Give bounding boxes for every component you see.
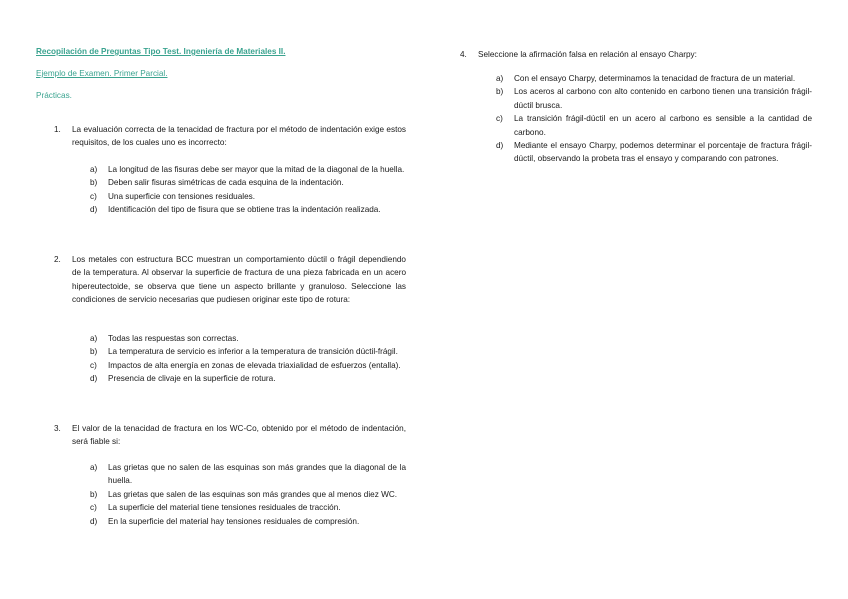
option-letter: c) — [496, 114, 503, 124]
option-letter: a) — [90, 463, 98, 472]
option-text: La transición frágil-dúctil en un acero al carbono es sensible a la cantidad de carbono. — [514, 114, 812, 137]
option-text: En la superficie del material hay tensiones residuales de compresión. — [108, 516, 360, 526]
option-text: Las grietas que no salen de las esquinas son más grandes que la diagonal de la huella. — [108, 463, 406, 486]
option-text: Las grietas que salen de las esquinas son más grandes que al menos diez WC. — [108, 489, 398, 499]
question-number: 2. — [54, 255, 61, 264]
question-number: 3. — [54, 424, 61, 433]
question-4 — [460, 48, 812, 61]
question-number: 4. — [460, 50, 467, 59]
question-2 — [54, 253, 406, 307]
question-3-options — [90, 461, 406, 528]
option-text: La superficie del material tiene tensiones residuales de tracción. — [108, 503, 341, 513]
option-text: Los aceros al carbono con alto contenido en carbono tienen una transición frágil-dúctil brusca. — [514, 87, 812, 110]
option-c — [90, 501, 406, 514]
document-title: Recopilación de Preguntas Tipo Test. Ingeniería de Materiales II. — [36, 47, 286, 56]
option-b — [90, 345, 406, 358]
option-d — [90, 372, 406, 385]
option-c — [496, 112, 812, 139]
option-text: Deben salir fisuras simétricas de cada esquina de la indentación. — [108, 178, 344, 188]
option-c — [90, 190, 406, 203]
option-a — [90, 461, 406, 488]
question-text: El valor de la tenacidad de fractura en los WC-Co, obtenido por el método de indentación, será fiable si: — [72, 424, 406, 447]
section-heading: Prácticas. — [36, 91, 72, 100]
option-text: La longitud de las fisuras debe ser mayor que la mitad de la diagonal de la huella. — [108, 165, 405, 174]
option-letter: d) — [90, 374, 98, 384]
option-a — [90, 163, 406, 176]
option-letter: d) — [90, 516, 98, 526]
option-a — [90, 332, 406, 345]
question-3 — [54, 422, 406, 449]
question-number: 1. — [54, 125, 61, 134]
option-d — [90, 515, 406, 528]
question-4-options — [496, 72, 812, 166]
option-text: Identificación del tipo de fisura que se obtiene tras la indentación realizada. — [108, 205, 381, 215]
question-text: Seleccione la afirmación falsa en relación al ensayo Charpy: — [478, 50, 697, 59]
option-d — [496, 139, 812, 166]
question-2-options — [90, 332, 406, 386]
question-1 — [54, 123, 406, 150]
option-b — [496, 85, 812, 112]
option-text: Presencia de clivaje en la superficie de rotura. — [108, 374, 276, 384]
option-b — [90, 488, 406, 501]
question-text: La evaluación correcta de la tenacidad de fractura por el método de indentación exige estos requisitos, de los cuales uno es incorrecto: — [72, 125, 406, 148]
option-text: La temperatura de servicio es inferior a la temperatura de transición dúctil-frágil. — [108, 347, 398, 357]
option-letter: a) — [90, 165, 98, 174]
option-text: Una superficie con tensiones residuales. — [108, 191, 256, 201]
option-text: Impactos de alta energía en zonas de elevada triaxialidad de esfuerzos (entalla). — [108, 360, 401, 370]
option-letter: d) — [90, 205, 98, 215]
document-subtitle: Ejemplo de Examen. Primer Parcial. — [36, 69, 168, 78]
option-text: Todas las respuestas son correctas. — [108, 334, 239, 343]
option-letter: a) — [90, 334, 98, 343]
option-letter: b) — [90, 178, 98, 188]
option-d — [90, 203, 406, 216]
option-b — [90, 176, 406, 189]
option-letter: c) — [90, 360, 97, 370]
option-a — [496, 72, 812, 85]
question-text: Los metales con estructura BCC muestran un comportamiento dúctil o frágil dependiendo de la temperatura. Al observar la superficie de fractura de una pieza fabricada en un acero hipereutectoide, se observa que tiene un aspecto brillante y granuloso. Seleccione las condiciones de servicio necesarias que pudiesen originar este tipo de rotura: — [72, 255, 406, 305]
option-letter: d) — [496, 141, 504, 151]
option-letter: b) — [90, 347, 98, 357]
option-c — [90, 359, 406, 372]
option-text: Mediante el ensayo Charpy, podemos determinar el porcentaje de fractura frágil-dúctil, observando la probeta tras el ensayo y comparando con patrones. — [514, 141, 812, 164]
option-letter: c) — [90, 503, 97, 513]
option-letter: b) — [90, 489, 98, 499]
option-letter: a) — [496, 74, 504, 83]
question-1-options — [90, 163, 406, 217]
option-text: Con el ensayo Charpy, determinamos la tenacidad de fractura de un material. — [514, 74, 796, 83]
option-letter: b) — [496, 87, 504, 97]
option-letter: c) — [90, 191, 97, 201]
